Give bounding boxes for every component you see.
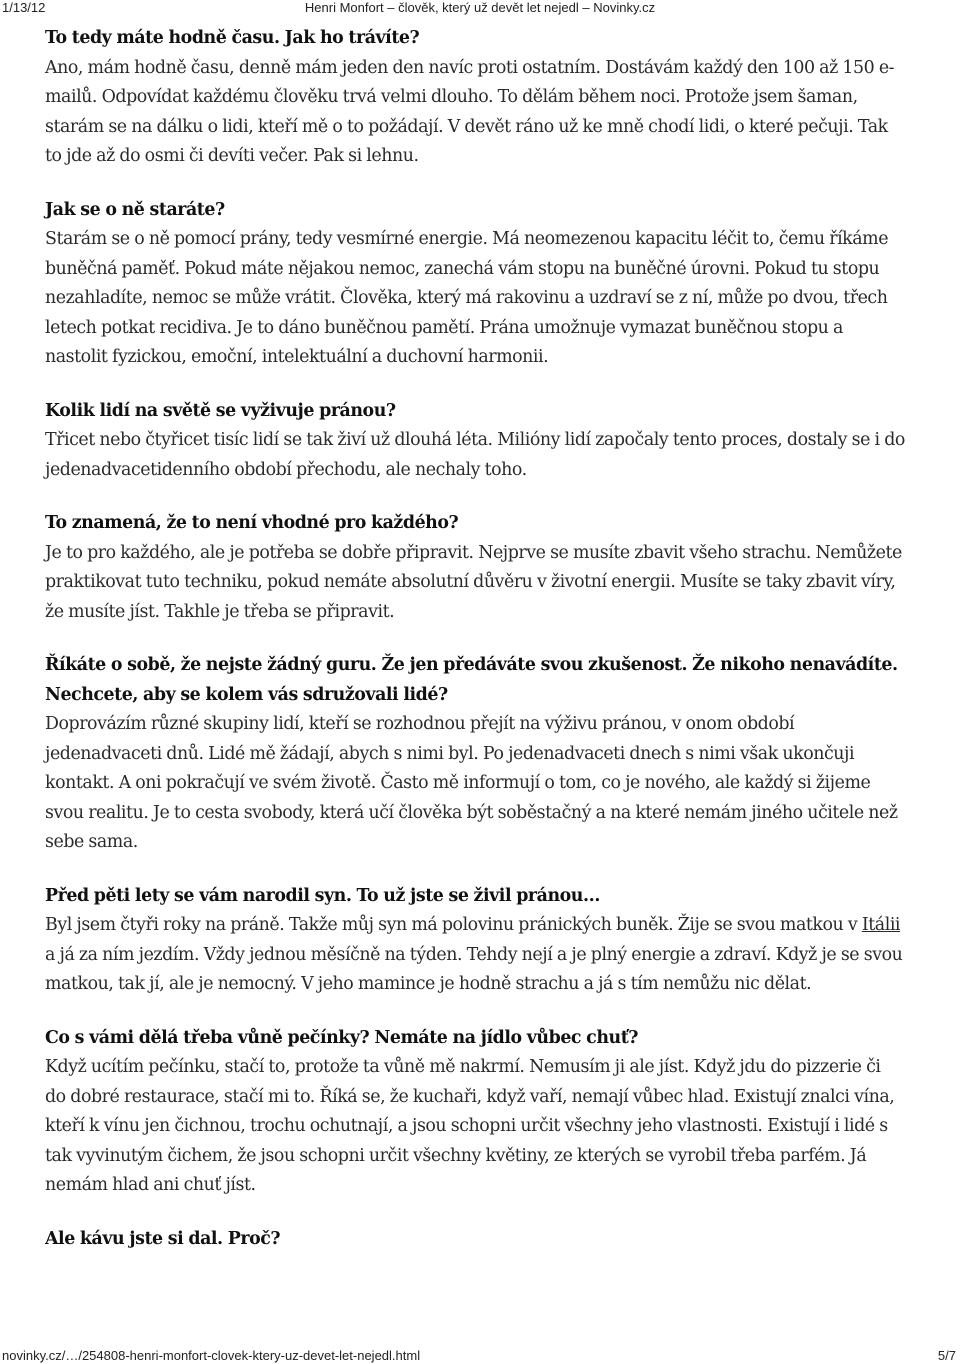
interview-answer: [45, 911, 905, 1000]
qa-block: [45, 24, 905, 172]
qa-block: [45, 509, 905, 627]
print-page-title: Henri Monfort – člověk, který už devět let nejedl – Novinky.cz: [304, 0, 656, 15]
interview-answer: Doprovázím různé skupiny lidí, kteří se rozhodnou přejít na výživu pránou, v onom období jedenadvaceti dnů. Lidé mě žádají, abych s nimi byl. Po jedenadvaceti dnech s nimi však ukončuji kontakt. A oni pokračují ve svém životě. Často mě informují o tom, co je nového, ale každý si žijeme svou realitu. Je to cesta svobody, která učí člověka být soběstačný a na které nemám jiného učitele než sebe sama.: [45, 714, 898, 852]
qa-block: [45, 882, 905, 1000]
interview-question: Jak se o ně staráte?: [45, 199, 225, 220]
interview-answer: Je to pro každého, ale je potřeba se dobře připravit. Nejprve se musíte zbavit všeho strachu. Nemůžete praktikovat tuto techniku, pokud nemáte absolutní důvěru v životní energii. Musíte se taky zbavit víry, že musíte jíst. Takhle je třeba se připravit.: [45, 542, 902, 622]
print-header: [0, 0, 960, 16]
interview-question: To znamená, že to není vhodné pro každého?: [45, 513, 459, 533]
italy-link[interactable]: Itálii: [861, 915, 901, 935]
qa-block: [45, 651, 905, 858]
interview-question: Ale kávu jste si dal. Proč?: [45, 1228, 281, 1249]
interview-question: Před pěti lety se vám narodil syn. To už jste se živil pránou…: [45, 885, 600, 906]
print-url: novinky.cz/…/254808-henri-monfort-clovek-ktery-uz-devet-let-nejedl.html: [2, 1348, 421, 1363]
interview-question: Co s vámi dělá třeba vůně pečínky? Nemáte na jídlo vůbec chuť?: [45, 1027, 639, 1048]
qa-block: [45, 1225, 905, 1255]
interview-question: Kolik lidí na světě se vyživuje pránou?: [45, 400, 396, 421]
print-date: 1/13/12: [2, 0, 46, 15]
interview-question: To tedy máte hodně času. Jak ho trávíte?: [45, 28, 420, 48]
page-number: 5/7: [937, 1348, 956, 1363]
article-body: [45, 24, 905, 1278]
interview-answer: Třicet nebo čtyřicet tisíc lidí se tak živí už dlouhá léta. Milióny lidí započaly tento proces, dostaly se i do jedenadvacetidenního období přechodu, ale nechaly toho.: [45, 430, 905, 480]
answer-text-before-link: Byl jsem čtyři roky na práně. Takže můj syn má polovinu pránických buněk. Žije se svou matkou v: [45, 915, 862, 935]
interview-answer: Starám se o ně pomocí prány, tedy vesmírné energie. Má neomezenou kapacitu léčit to, čemu říkáme buněčná paměť. Pokud máte nějakou nemoc, zanechá vám stopu na buněčné úrovni. Pokud tu stopu nezahladíte, nemoc se může vrátit. Člověka, který má rakovinu a uzdraví se z ní, může po dvou, třech letech potkat recidiva. Je to dáno buněčnou pamětí. Prána umožnuje vymazat buněčnou stopu a nastolit fyzickou, emoční, intelektuální a duchovní harmonii.: [45, 229, 889, 367]
interview-answer: Ano, mám hodně času, denně mám jeden den navíc proti ostatním. Dostávám každý den 100 až 150 e-mailů. Odpovídat každému člověku trvá velmi dlouho. To dělám během noci. Protože jsem šaman, starám se na dálku o lidi, kteří mě o to požádají. V devět ráno už ke mně chodí lidi, o které pečuji. Tak to jde až do osmi či devíti večer. Pak si lehnu.: [45, 57, 895, 166]
print-footer: [0, 1348, 960, 1364]
qa-block: [45, 196, 905, 373]
answer-text-after-link: a já za ním jezdím. Vždy jednou měsíčně na týden. Tehdy nejí a je plný energie a zdraví. Když je se svou matkou, tak jí, ale je nemocný. V jeho mamince je hodně strachu a já s tím nemůžu nic dělat.: [45, 944, 903, 994]
qa-block: [45, 397, 905, 486]
qa-block: [45, 1024, 905, 1201]
interview-answer: Když ucítím pečínku, stačí to, protože ta vůně mě nakrmí. Nemusím ji ale jíst. Když jdu do pizzerie či do dobré restaurace, stačí mi to. Říká se, že kuchaři, když vaří, nemají vůbec hlad. Existují znalci vína, kteří k vínu jen čichnou, trochu ochutnají, a jsou schopni určit všechny jeho vlastnosti. Existují i lidé s tak vyvinutým čichem, že jsou schopni určit všechny květiny, ze kterých se vyrobil třeba parfém. Já nemám hlad ani chuť jíst.: [45, 1057, 895, 1195]
interview-question: Říkáte o sobě, že nejste žádný guru. Že jen předáváte svou zkušenost. Že nikoho nenavádíte. Nechcete, aby se kolem vás sdružovali lidé?: [45, 655, 898, 705]
